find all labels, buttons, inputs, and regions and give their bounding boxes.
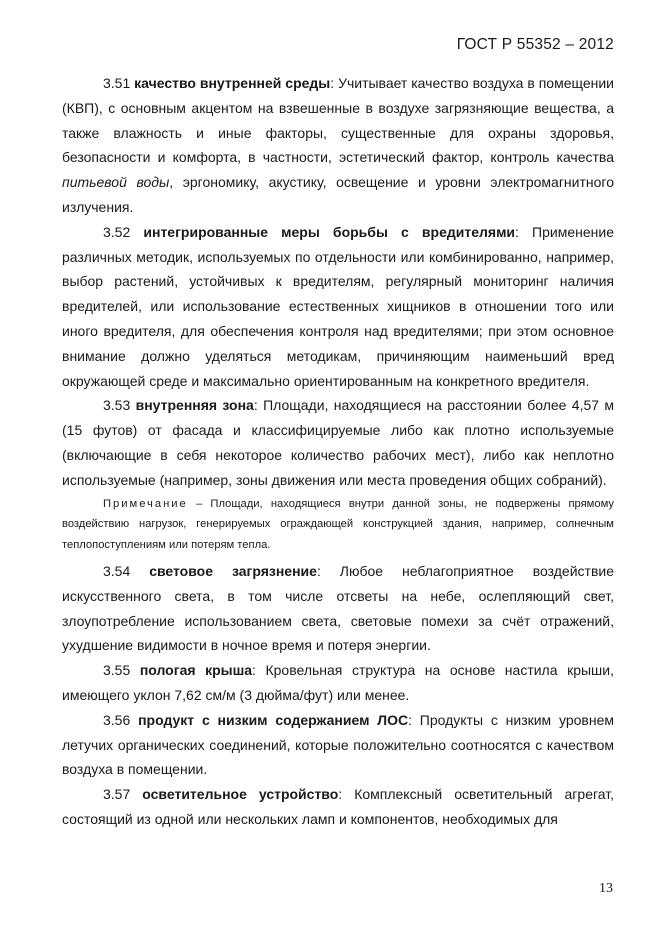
page-number: 13 [599,881,613,896]
clause-text: : Комплексный осветительный агрегат, состоящий из одной или нескольких ламп и компонентов, необходимых для [62,786,615,828]
document-body [62,71,614,832]
clause-italic-term: питьевой воды [62,174,170,191]
clause-3-52 [62,220,614,394]
clause-term: продукт с низким содержанием ЛОС [138,711,409,728]
clause-term: внутренняя зона [135,397,254,414]
clause-term: пологая крыша [139,662,253,679]
clause-3-56 [62,708,614,782]
note-label: Примечание [103,497,188,510]
clause-number: 3.51 [103,75,131,91]
clause-3-53-note [62,494,614,556]
clause-3-51 [62,71,614,220]
clause-term: интегрированные меры борьбы с вредителями [143,223,516,240]
clause-text: : Кровельная структура на основе настила крыши, имеющего уклон 7,62 см/м (3 дюйма/фут) или менее. [62,662,614,704]
clause-text: : Любое неблагоприятное воздействие искусственного света, в том числе отсветы на небе, ослепляющий свет, злоупотребление использованием света, световые помехи за счёт отражений, ухудшение видимости в ночное время и потеря энергии. [62,563,614,654]
clause-number: 3.54 [103,563,131,580]
clause-number: 3.56 [103,711,131,728]
clause-number: 3.57 [103,786,131,803]
clause-3-54 [62,559,614,658]
clause-text: : Учитывает качество воздуха в помещении (КВП), с основным акцентом на взвешенные в воздухе загрязняющие вещества, а также влажность и иные факторы, существенные для охраны здоровья, безопасности и комфорта, в частности, эстетический фактор, контроль качества [62,75,614,166]
clause-text-continued: , эргономику, акустику, освещение и уровни электромагнитного излучения. [62,174,614,215]
clause-number: 3.55 [103,662,131,679]
clause-text: : Продукты с низким уровнем летучих органических соединений, которые положительно соотносятся с качеством воздуха в помещении. [62,711,614,778]
clause-3-55 [62,658,614,708]
note-text: – Площади, находящиеся внутри данной зоны, не подвержены прямому воздействию нагрузок, генерируемых ограждающей конструкцией здания, например, солнечным теплопоступлениям или потерям тепла. [62,497,614,551]
clause-number: 3.53 [103,397,131,414]
clause-term: осветительное устройство [142,786,339,803]
document-header: ГОСТ Р 55352 – 2012 [456,36,614,53]
clause-text: : Площади, находящиеся на расстоянии более 4,57 м (15 футов) от фасада и классифицируемые либо как плотно используемые (включающие в себя некоторое количество рабочих мест), либо как неплотно используемые (например, зоны движения или места проведения общих собраний). [62,397,615,488]
clause-term: световое загрязнение [149,563,317,580]
clause-term: качество внутренней среды [134,75,331,91]
clause-number: 3.52 [103,223,131,240]
clause-3-53 [62,393,614,492]
clause-text: : Применение различных методик, используемых по отдельности или комбинированно, например, выбор растений, устойчивых к вредителям, регулярный мониторинг наличия вредителей, или использование естественных хищников в отношении того или иного вредителя, для обеспечения контроля над вредителями; при этом основное внимание должно уделяться методикам, причиняющим наименьший вред окружающей среде и максимально ориентированным на конкретного вредителя. [62,223,614,389]
clause-3-57 [62,782,614,832]
